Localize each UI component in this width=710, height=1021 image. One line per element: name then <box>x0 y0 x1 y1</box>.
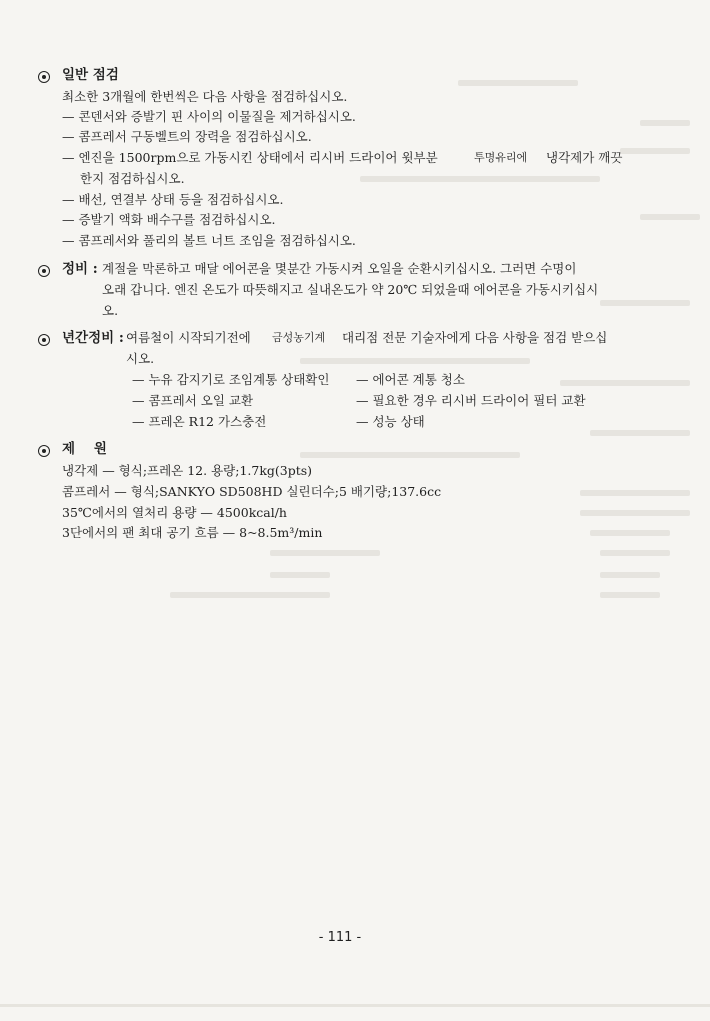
general-item: — 증발기 액화 배수구를 점검하십시오. <box>62 212 276 227</box>
maintenance-line: 오래 갑니다. 엔진 온도가 따뜻해지고 실내온도가 약 20℃ 되었을때 에어콘을 가동시키십시 <box>102 282 599 297</box>
specs-line: 냉각제 — 형식;프레온 12. 용량;1.7kg(3pts) <box>62 463 313 478</box>
specs-heading: 제 원 <box>62 441 107 457</box>
annual-heading: 년간정비 : <box>62 330 124 346</box>
general-item: 냉각제가 깨끗 <box>546 150 623 165</box>
maintenance-heading: 정비 : <box>62 261 98 277</box>
annual-line-inset: 금성농기계 <box>272 331 326 344</box>
annual-item-right: — 성능 상태 <box>356 414 425 429</box>
annual-item-right: — 에어콘 계통 청소 <box>356 372 465 387</box>
maintenance-line: 계절을 막론하고 매달 에어콘을 몇분간 가동시켜 오일을 순환시키십시오. 그러면 수명이 <box>102 261 577 276</box>
section-bullet-icon <box>38 445 50 457</box>
annual-item-left: — 누유 감지기로 조임계통 상태확인 <box>132 372 330 387</box>
specs-line: 콤프레서 — 형식;SANKYO SD508HD 실린더수;5 배기량;137.6cc <box>62 484 442 499</box>
annual-line: 대리점 전문 기술자에게 다음 사항을 점검 받으십 <box>342 330 608 345</box>
general-item-inset: 투명유리에 <box>474 151 528 164</box>
general-item: — 엔진을 1500rpm으로 가동시킨 상태에서 리시버 드라이어 윗부분 <box>62 150 438 165</box>
general-item: 한지 점검하십시오. <box>80 171 185 186</box>
annual-line: 시오. <box>126 351 155 366</box>
general-item: — 콤프레서와 풀리의 볼트 너트 조임을 점검하십시오. <box>62 233 356 248</box>
section-bullet-icon <box>38 334 50 346</box>
general-item: — 콘덴서와 증발기 핀 사이의 이물질을 제거하십시오. <box>62 109 356 124</box>
section-bullet-icon <box>38 265 50 277</box>
annual-item-left: — 콤프레서 오일 교환 <box>132 393 254 408</box>
maintenance-line: 오. <box>102 303 119 318</box>
annual-item-left: — 프레온 R12 가스충전 <box>132 414 267 429</box>
general-heading: 일반 점검 <box>62 67 119 83</box>
general-item: — 콤프레서 구동벨트의 장력을 점검하십시오. <box>62 129 312 144</box>
page-edge-divider <box>0 1004 710 1007</box>
annual-item-right: — 필요한 경우 리시버 드라이어 필터 교환 <box>356 393 586 408</box>
general-item: — 배선, 연결부 상태 등을 점검하십시오. <box>62 192 284 207</box>
page-number: - 111 - <box>318 930 362 945</box>
specs-line: 35℃에서의 열처리 용량 — 4500kcal/h <box>62 505 287 520</box>
annual-line: 여름철이 시작되기전에 <box>126 330 251 345</box>
general-intro: 최소한 3개월에 한번씩은 다음 사항을 점검하십시오. <box>62 89 348 104</box>
section-bullet-icon <box>38 71 50 83</box>
specs-line: 3단에서의 팬 최대 공기 흐름 — 8~8.5m³/min <box>62 525 323 540</box>
